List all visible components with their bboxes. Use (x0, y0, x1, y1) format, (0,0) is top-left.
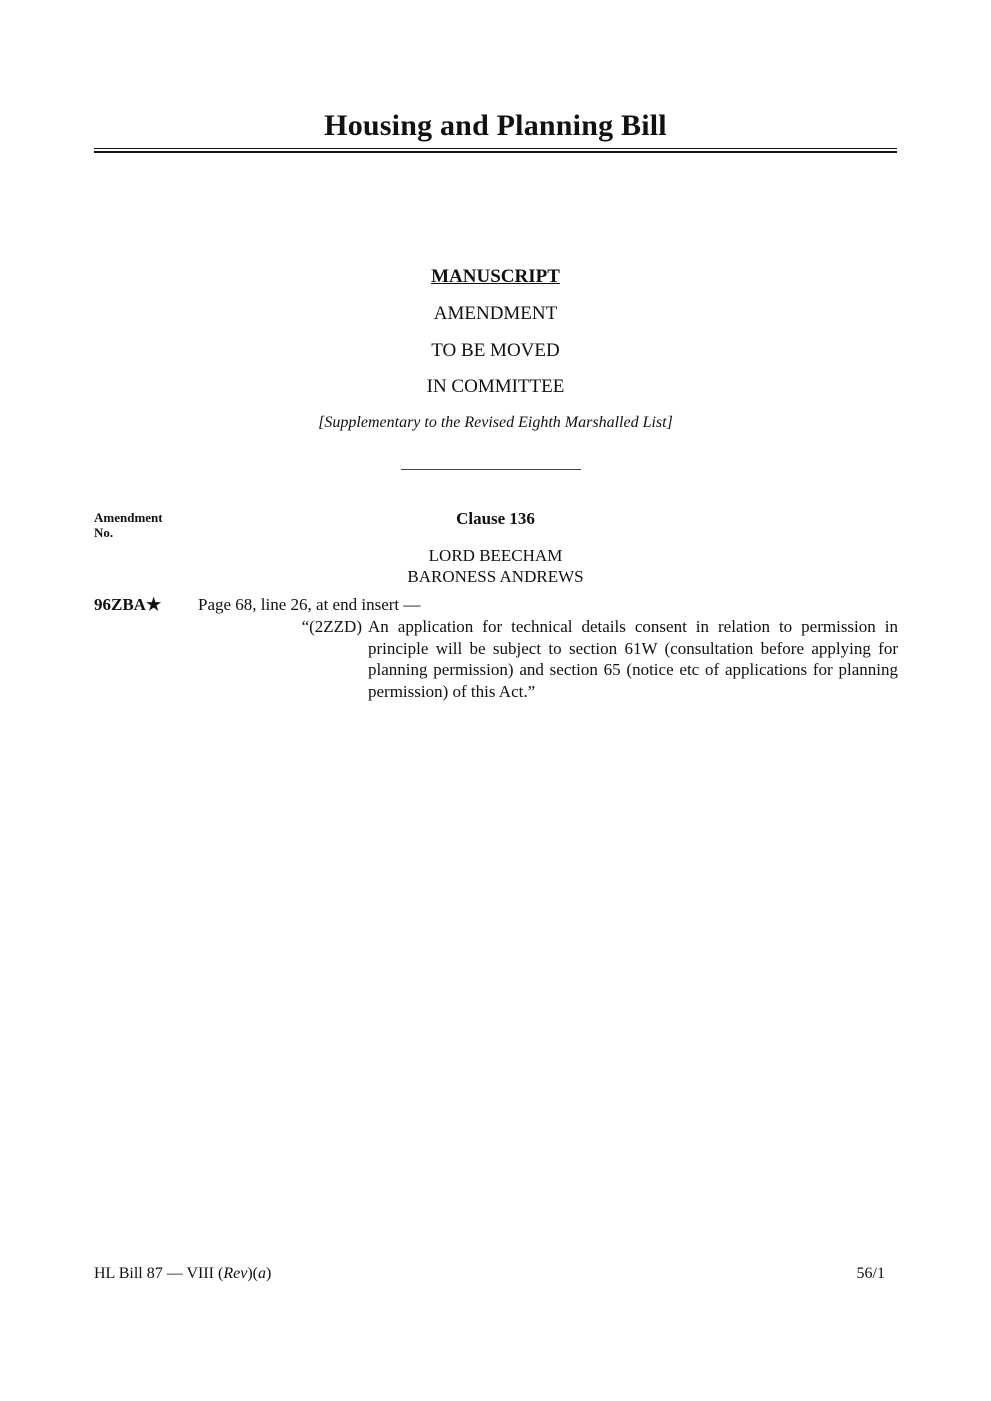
manuscript-heading: MANUSCRIPT (431, 266, 560, 287)
amendment-heading: AMENDMENT (433, 303, 558, 324)
sponsor-name: LORD BEECHAM (428, 546, 563, 565)
amendment-number: 96ZBA★ (94, 595, 162, 614)
inserted-text: An application for technical details consent in relation to permission in principle will be subject to section 61W (consultation before applying for planning permission) and section 65 (notice etc of applications for planning permission) of this Act.” (368, 617, 898, 701)
subsection-label: “(2ZZD) (301, 617, 362, 636)
stage-heading: IN COMMITTEE (426, 376, 565, 397)
page-number: 56/1 (856, 1265, 885, 1282)
page-title: Housing and Planning Bill (324, 109, 667, 142)
title-rule-thin (94, 148, 897, 149)
bill-reference (94, 1264, 271, 1284)
section-divider (401, 469, 581, 470)
supplementary-note: [Supplementary to the Revised Eighth Marshalled List] (318, 414, 673, 431)
bill-ref-rev: Rev (223, 1265, 248, 1282)
amendment-label-line2: No. (94, 525, 114, 540)
sponsors-list (94, 545, 897, 587)
bill-ref-prefix: HL Bill 87 — VIII ( (94, 1265, 224, 1282)
to-be-moved-heading: TO BE MOVED (431, 340, 560, 361)
sponsor-name: BARONESS ANDREWS (407, 567, 584, 586)
clause-heading: Clause 136 (456, 509, 535, 528)
title-rule-thick (94, 151, 897, 153)
bill-ref-a: a (257, 1265, 266, 1282)
bill-ref-suffix: ) (265, 1265, 272, 1282)
amendment-instruction: Page 68, line 26, at end insert — (198, 595, 421, 614)
amendment-label-line1: Amendment (94, 510, 163, 525)
bill-ref-mid: )( (247, 1265, 258, 1282)
